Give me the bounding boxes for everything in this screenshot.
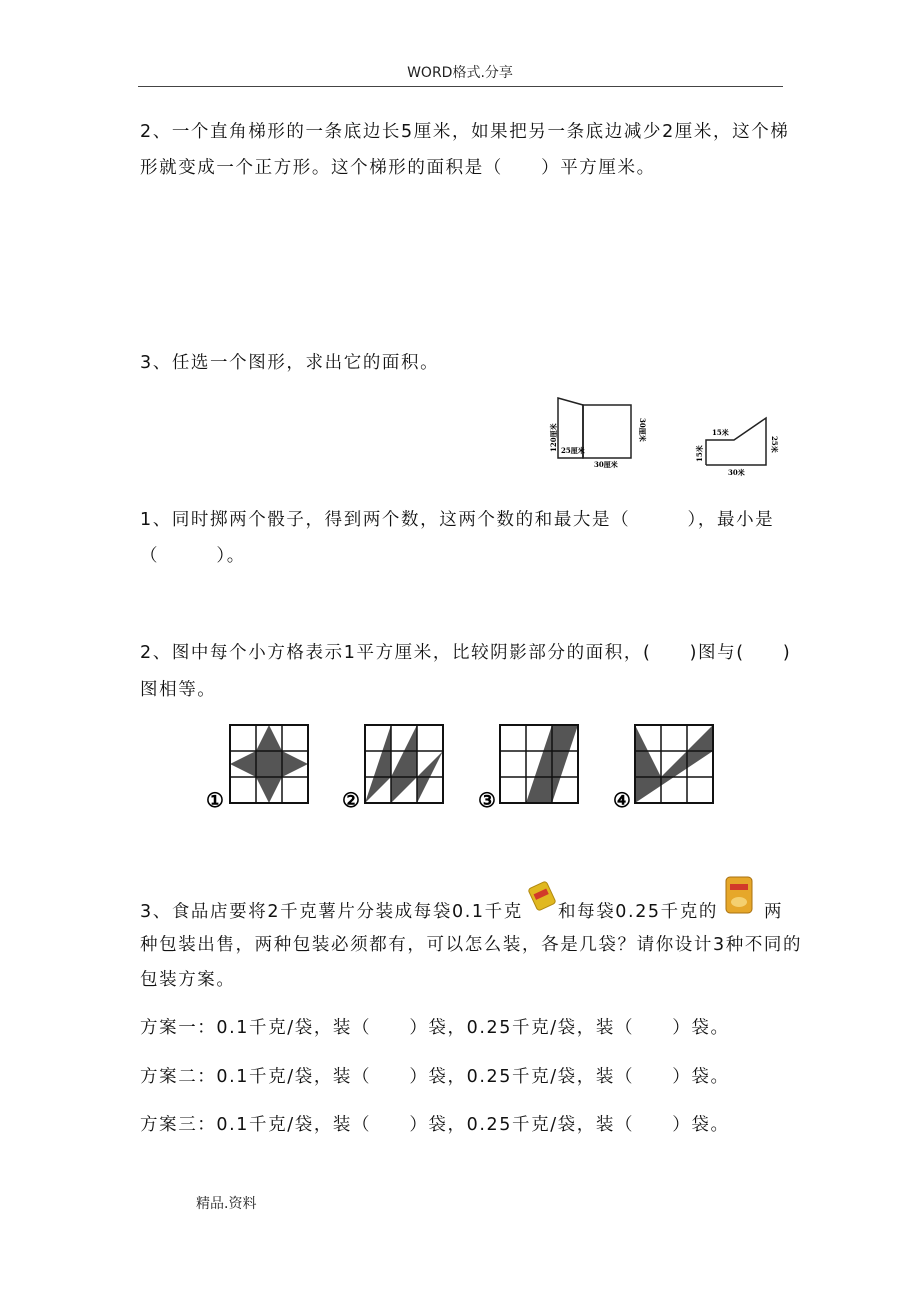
grid-figure-2 (365, 725, 443, 803)
figure-label-2: ② (342, 788, 360, 812)
q1b-line2: （ ）。 (140, 546, 246, 566)
page-header: WORD格式.分享 (407, 65, 513, 81)
q2a-line1: 2、一个直角梯形的一条底边长5厘米，如果把另一条底边减少2厘米，这个梯 (140, 122, 790, 142)
grid-figure-1 (230, 725, 308, 803)
header-rule (138, 86, 783, 87)
chips-large-icon (722, 875, 758, 917)
figure-label-4: ④ (613, 788, 631, 812)
fig2-left-label: 15米 (695, 445, 704, 462)
q3b-line1-part1: 3、食品店要将2千克薯片分装成每袋0.1千克 (140, 902, 523, 922)
plan-3: 方案三：0.1千克/袋，装（ ）袋，0.25千克/袋，装（ ）袋。 (140, 1115, 730, 1135)
shape-figure-1 (548, 390, 648, 470)
q2b-line2: 图相等。 (140, 680, 217, 700)
fig1-bottom-label: 30厘米 (594, 460, 618, 469)
fig2-right-label: 25米 (770, 436, 779, 453)
fig1-left-label: 120厘米 (549, 423, 558, 452)
shape-figure-2 (694, 400, 784, 480)
q3b-line1-part2: 和每袋0.25千克的 (558, 902, 718, 922)
fig1-inner-label: 25厘米 (561, 446, 585, 455)
figure-label-1: ① (206, 788, 224, 812)
plan-1: 方案一：0.1千克/袋，装（ ）袋，0.25千克/袋，装（ ）袋。 (140, 1018, 730, 1038)
chips-small-icon (524, 878, 560, 914)
grid-figures (200, 715, 730, 815)
page-footer: 精品.资料 (196, 1196, 257, 1212)
q3b-line3: 包装方案。 (140, 970, 236, 990)
q3b-line1-part3: 两 (764, 902, 784, 922)
plan-2: 方案二：0.1千克/袋，装（ ）袋，0.25千克/袋，装（ ）袋。 (140, 1067, 730, 1087)
q3a-prompt: 3、任选一个图形，求出它的面积。 (140, 353, 440, 373)
figure-label-3: ③ (478, 788, 496, 812)
grid-figure-4 (635, 725, 713, 803)
grid-figure-3 (500, 725, 578, 803)
q2b-line1: 2、图中每个小方格表示1平方厘米，比较阴影部分的面积，( )图与( ) (140, 643, 792, 663)
fig2-bottom-label: 30米 (728, 468, 745, 477)
q2a-line2: 形就变成一个正方形。这个梯形的面积是（ ）平方厘米。 (140, 158, 656, 178)
q3b-line2: 种包装出售，两种包装必须都有，可以怎么装，各是几袋？请你设计3种不同的 (140, 935, 803, 955)
fig1-right-label: 30厘米 (638, 418, 647, 442)
fig2-top-label: 15米 (712, 428, 729, 437)
q1b-line1: 1、同时掷两个骰子，得到两个数，这两个数的和最大是（ ），最小是 (140, 510, 775, 530)
